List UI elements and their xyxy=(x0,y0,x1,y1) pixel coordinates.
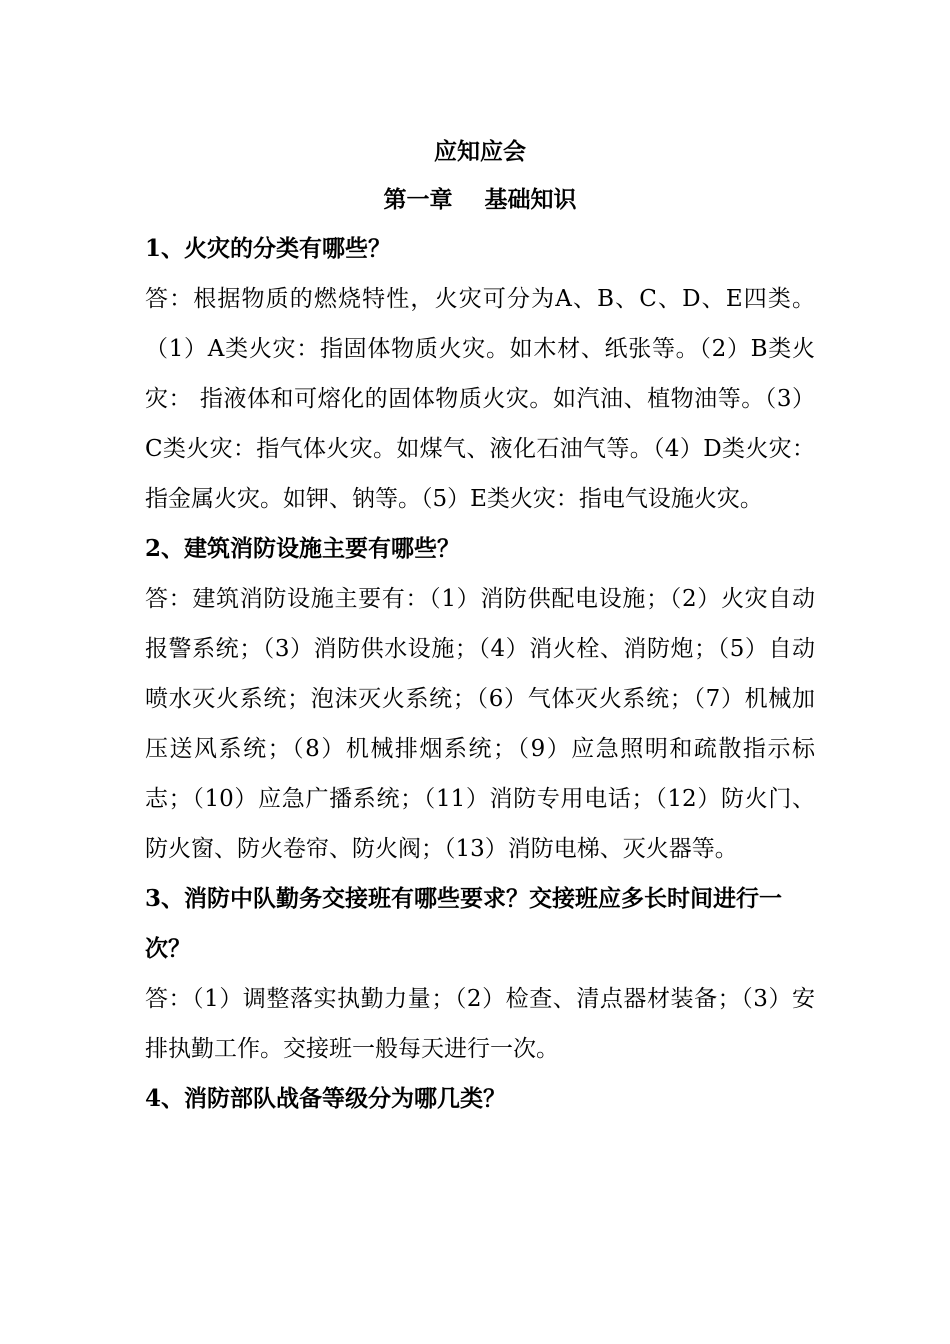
answer-3: 答：（1）调整落实执勤力量；（2）检查、清点器材装备；（3）安排执勤工作。交接班一般每天进行一次。 xyxy=(145,986,815,1062)
question-1: 1、火灾的分类有哪些？ xyxy=(145,235,392,262)
answer-2: 答：建筑消防设施主要有：（1）消防供配电设施；（2）火灾自动报警系统；（3）消防供水设施；（4）消火栓、消防炮；（5）自动喷水灭火系统；泡沫灭火系统；（6）气体灭火系统；（7）机械加压送风系统；（8）机械排烟系统；（9）应急照明和疏散指示标志；（10）应急广播系统；（11）消防专用电话；（12）防火门、防火窗、防火卷帘、防火阀；（13）消防电梯、灭火器等。 xyxy=(145,586,815,862)
answer-1: 答：根据物质的燃烧特性，火灾可分为A、B、C、D、E四类。（1）A类火灾：指固体物质火灾。如木材、纸张等。（2）B类火灾： 指液体和可熔化的固体物质火灾。如汽油、植物油等。（3）C类火灾：指气体火灾。如煤气、液化石油气等。（4）D类火灾：指金属火灾。如钾、钠等。（5）E类火灾：指电气设施火灾。 xyxy=(145,286,815,512)
question-3: 3、消防中队勤务交接班有哪些要求？交接班应多长时间进行一次？ xyxy=(145,885,783,962)
question-2: 2、建筑消防设施主要有哪些？ xyxy=(145,535,461,562)
document-title: 应知应会 xyxy=(434,138,526,165)
question-4: 4、消防部队战备等级分为哪几类？ xyxy=(145,1085,507,1112)
document-body xyxy=(145,128,815,1124)
chapter-title: 第一章 基础知识 xyxy=(383,186,577,213)
